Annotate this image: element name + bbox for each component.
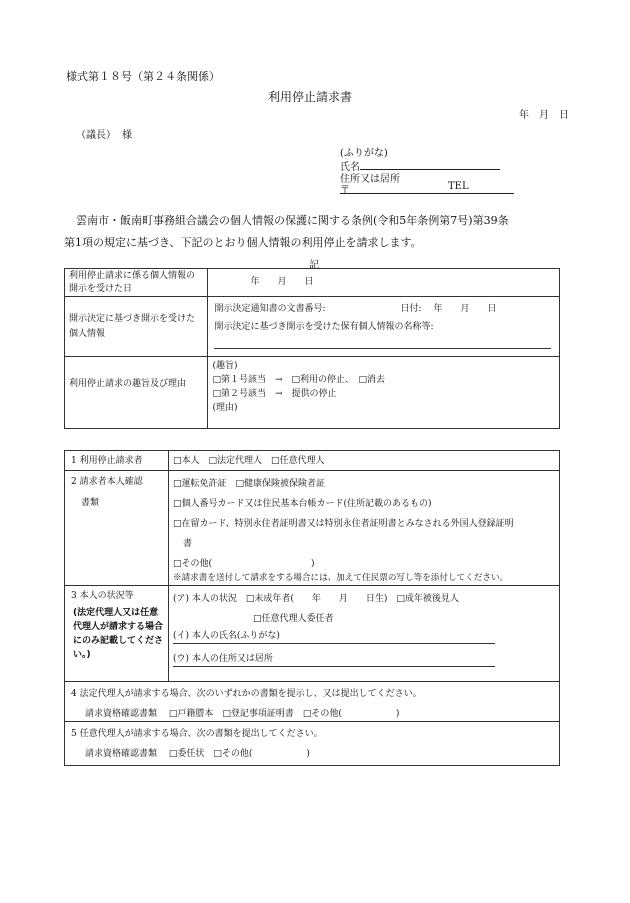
legal-rep-docs-row [65, 682, 560, 722]
reason-heading: (理由) [212, 403, 238, 413]
body-line-2: 第1項の規定に基づき、下記のとおり個人情報の利用停止を請求します。 [64, 236, 422, 249]
disclosure-date-value: 年 月 日 [250, 277, 314, 287]
id-option-residence-card: □在留カード、特別永住者証明書又は特別永住者証明書とみなされる外国人登録証明 [172, 519, 514, 529]
principal-status-label: 3 本人の状況等 [71, 591, 134, 601]
purpose-reason-row [65, 357, 560, 429]
requester-type-row [65, 451, 560, 471]
purpose-heading: (趣旨) [212, 361, 238, 371]
furigana-label: (ふりがな) [340, 148, 388, 159]
postal-tel-field [340, 182, 514, 197]
postal-tel-underline [340, 182, 514, 194]
form-number: 様式第１８号（第２４条関係） [66, 70, 220, 83]
requester-type-options: □本人 □法定代理人 □任意代理人 [172, 456, 325, 466]
purpose-reason-label: 利用停止請求の趣旨及び理由 [69, 379, 187, 389]
requester-type-label: 1 利用停止請求者 [71, 456, 143, 466]
principal-address-label: (ウ) 本人の住所又は居所 [172, 654, 273, 664]
address-label: 住所又は居所 [340, 174, 400, 185]
voluntary-rep-docs-title: 5 任意代理人が請求する場合、次の書類を提出してください。 [71, 729, 323, 739]
name-underline [360, 159, 500, 170]
id-option-residence-card-cont: 書 [182, 539, 192, 549]
addressee [76, 126, 132, 141]
document-title: 利用停止請求書 [268, 90, 353, 104]
purpose-option-2: □第２号該当 → 提供の停止 [212, 389, 337, 399]
request-details-table [64, 268, 560, 429]
principal-status-note: (法定代理人又は任意代理人が請求する場合にのみ記載してください。) [73, 608, 164, 660]
voluntary-rep-docs-row [65, 722, 560, 766]
principal-name-field [173, 629, 495, 644]
principal-status-row [65, 586, 560, 682]
info-name-underline [214, 348, 551, 349]
purpose-option-1: □第１号該当 → □利用の停止、 □消去 [212, 375, 386, 385]
principal-status-option-2: □任意代理人委任者 [252, 614, 334, 624]
id-documents-note: ※請求書を送付して請求をする場合には、加えて住民票の写し等を添付してください。 [172, 573, 509, 583]
body-line-1: 雲南市・飯南町事務組合議会の個人情報の保護に関する条例(令和5年条例第7号)第39条 [76, 214, 509, 227]
legal-rep-docs-options: 請求資格確認書類 □戸籍謄本 □登記事項証明書 □その他( ) [85, 709, 400, 719]
doc-number-line [214, 302, 559, 316]
id-documents-label-2: 書類 [81, 498, 100, 508]
principal-status-options: (ア) 本人の状況 □未成年者( 年 月 日生) □成年被後見人 [172, 594, 459, 604]
principal-address-field [173, 652, 495, 667]
principal-name-label: (イ) 本人の氏名(ふりがな) [172, 631, 280, 641]
postal-mark: 〒 [340, 185, 350, 196]
addressee-name: （議長） [76, 130, 116, 141]
info-name-label: 開示決定に基づき開示を受けた保有個人情報の名称等: [214, 322, 434, 332]
disclosed-info-label: 開示決定に基づき開示を受けた個人情報 [69, 314, 196, 339]
name-label: 氏名 [340, 162, 360, 173]
voluntary-rep-docs-options: 請求資格確認書類 □委任状 □その他( ) [85, 749, 310, 759]
ki-label: 記 [309, 260, 319, 271]
addressee-suffix: 様 [122, 130, 132, 141]
disclosure-date-row [65, 269, 560, 297]
disclosure-date-label: 利用停止請求に係る個人情報の開示を受けた日 [69, 271, 196, 294]
legal-rep-docs-title: 4 法定代理人が請求する場合、次のいずれかの書類を提示し、又は提出してください。 [71, 689, 422, 699]
id-option-mynumber: □個人番号カード又は住民基本台帳カード(住所記載のあるもの) [172, 499, 432, 509]
date-line: 年 月 日 [519, 110, 569, 121]
id-documents-row [65, 471, 560, 586]
tel-label: TEL [448, 181, 469, 192]
doc-number-label: 開示決定通知書の文書番号: [214, 304, 326, 314]
id-option-license: □運転免許証 □健康保険被保険者証 [172, 479, 325, 489]
id-option-other: □その他( ) [172, 559, 315, 569]
disclosed-info-row [65, 297, 560, 357]
doc-date-label: 日付: 年 月 日 [400, 304, 497, 314]
id-documents-label: 2 請求者本人確認 [71, 477, 143, 487]
requester-info-table [64, 450, 560, 766]
